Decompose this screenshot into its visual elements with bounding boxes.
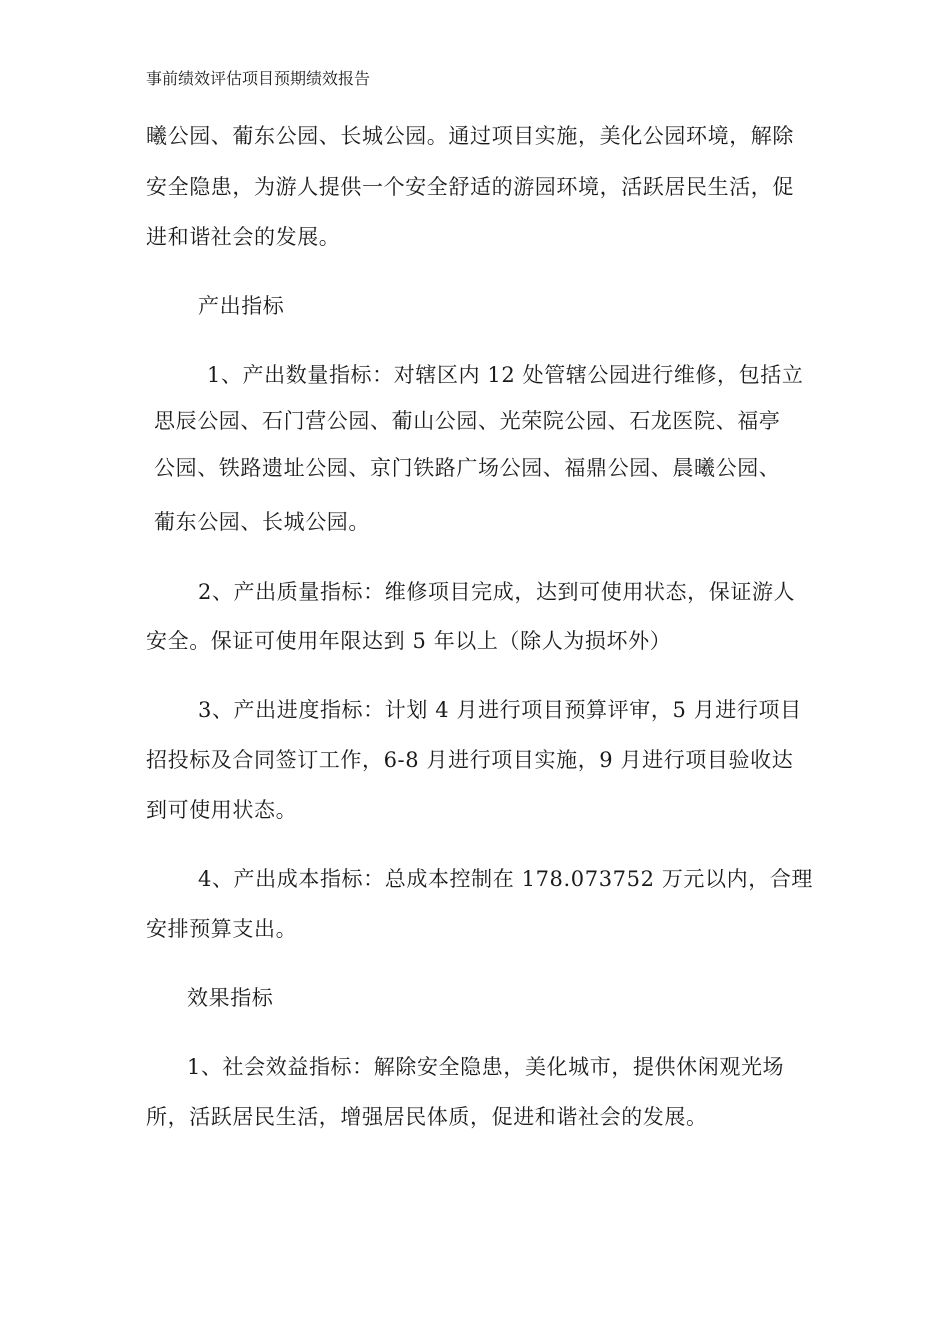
text-line: 2、产出质量指标：维修项目完成，达到可使用状态，保证游人	[198, 580, 796, 604]
text-line: 所，活跃居民生活，增强居民体质，促进和谐社会的发展。	[146, 1105, 708, 1129]
text-line: 安全隐患，为游人提供一个安全舒适的游园环境，活跃居民生活，促	[146, 175, 794, 199]
section-heading-output: 产出指标	[198, 294, 285, 318]
text-line: 公园、铁路遗址公园、京门铁路广场公园、福鼎公园、晨曦公园、	[154, 456, 781, 480]
text-line: 曦公园、葡东公园、长城公园。通过项目实施，美化公园环境，解除	[146, 124, 794, 148]
text-line: 葡东公园、长城公园。	[154, 510, 370, 534]
text-line: 1、社会效益指标：解除安全隐患，美化城市，提供休闲观光场	[187, 1055, 785, 1079]
text-line: 安全。保证可使用年限达到 5 年以上（除人为损坏外）	[146, 629, 672, 653]
text-line: 安排预算支出。	[146, 917, 298, 941]
text-line: 思辰公园、石门营公园、葡山公园、光荣院公园、石龙医院、福亭	[154, 409, 781, 433]
section-heading-effect: 效果指标	[187, 986, 274, 1010]
page-header-title: 事前绩效评估项目预期绩效报告	[146, 69, 371, 88]
text-line: 到可使用状态。	[146, 798, 298, 822]
text-line: 招投标及合同签订工作，6-8 月进行项目实施，9 月进行项目验收达	[146, 748, 794, 772]
text-line: 1、产出数量指标：对辖区内 12 处管辖公园进行维修，包括立	[207, 363, 804, 387]
text-line: 进和谐社会的发展。	[146, 225, 341, 249]
text-line: 4、产出成本指标：总成本控制在 178.073752 万元以内，合理	[198, 867, 814, 891]
text-line: 3、产出进度指标：计划 4 月进行项目预算评审，5 月进行项目	[198, 698, 802, 722]
